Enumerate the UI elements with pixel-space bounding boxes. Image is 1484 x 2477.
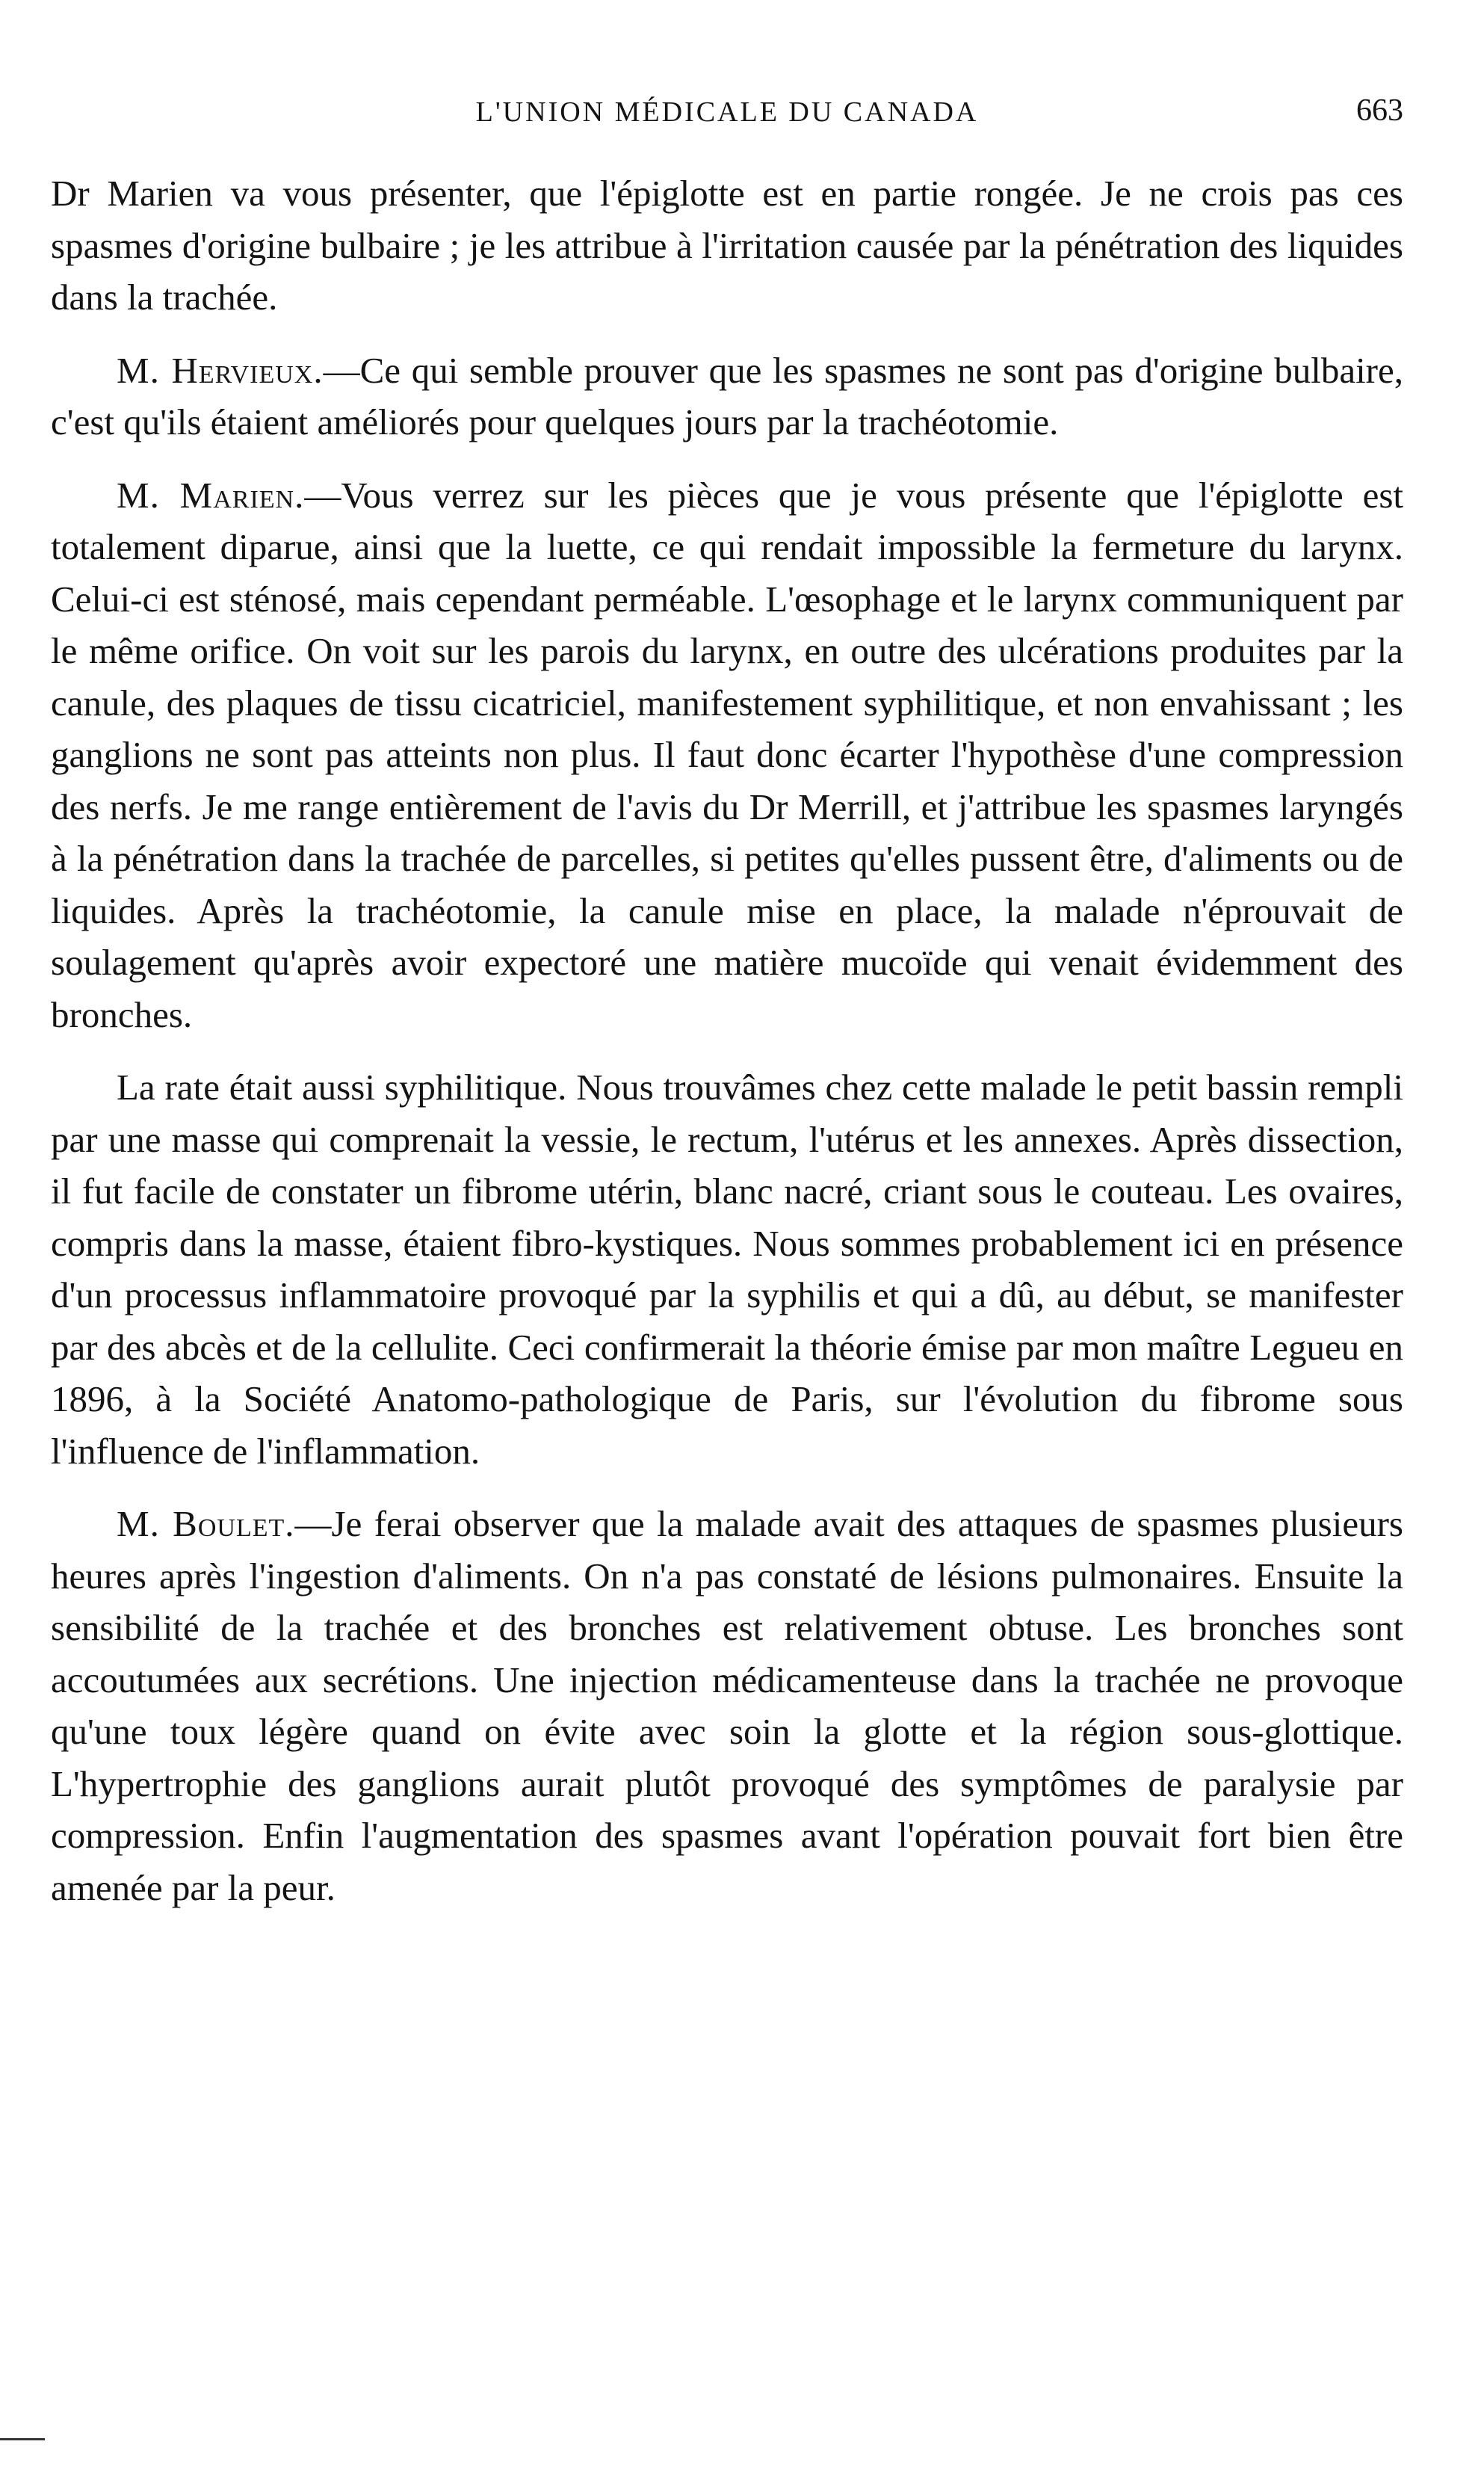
paragraph-2 (51, 345, 1403, 448)
paragraph-3 (51, 469, 1403, 1041)
paragraph-1 (51, 167, 1403, 324)
running-head (51, 90, 1403, 135)
paragraph-text: Dr Marien va vous présenter, que l'épiglotte est en partie rongée. Je ne crois pas ces spasmes d'origine bulbaire ; je les attribue à l'irritation causée par la pénétration des liquides dans la trachée. (51, 173, 1403, 318)
page (51, 90, 1403, 1934)
speaker-name: M. Boulet. (117, 1503, 295, 1544)
journal-title: L'UNION MÉDICALE DU CANADA (475, 96, 979, 128)
paragraph-5 (51, 1498, 1403, 1913)
paragraph-text: —Je ferai observer que la malade avait des attaques de spasmes plusieurs heures après l'ingestion d'aliments. On n'a pas constaté de lésions pulmonaires. Ensuite la sensibilité de la trachée et des bronches est relativement obtuse. Les bronches sont accoutumées aux secrétions. Une injection médicamenteuse dans la trachée ne provoque qu'une toux légère quand on évite avec soin la glotte et la région sous-glottique. L'hypertrophie des ganglions aurait plutôt provoqué des symptômes de paralysie par compression. Enfin l'augmentation des spasmes avant l'opération pouvait fort bien être amenée par la peur. (51, 1503, 1403, 1908)
page-number: 663 (1356, 93, 1403, 128)
speaker-name: M. Marien. (117, 474, 305, 516)
paragraph-text: La rate était aussi syphilitique. Nous trouvâmes chez cette malade le petit bassin rempli par une masse qui comprenait la vessie, le rectum, l'utérus et les annexes. Après dissection, il fut facile de constater un fibrome utérin, blanc nacré, criant sous le couteau. Les ovaires, compris dans la masse, étaient fibro-kystiques. Nous sommes probablement ici en présence d'un processus inflammatoire provoqué par la syphilis et qui a dû, au début, se manifester par des abcès et de la cellulite. Ceci confirmerait la théorie émise par mon maître Legueu en 1896, à la Société Anatomo-pathologique de Paris, sur l'évolution du fibrome sous l'influence de l'inflammation. (51, 1067, 1403, 1472)
paragraph-4 (51, 1061, 1403, 1477)
speaker-name: M. Hervieux. (117, 349, 324, 391)
paragraph-text: —Ce qui semble prouver que les spasmes ne sont pas d'origine bulbaire, c'est qu'ils étaient améliorés pour quelques jours par la trachéotomie. (51, 349, 1403, 442)
footer-rule (0, 2438, 45, 2440)
paragraph-text: —Vous verrez sur les pièces que je vous présente que l'épiglotte est totalement diparue, ainsi que la luette, ce qui rendait impossible la fermeture du larynx. Celui-ci est sténosé, mais cependant perméable. L'œsophage et le larynx communiquent par le même orifice. On voit sur les parois du larynx, en outre des ulcérations produites par la canule, des plaques de tissu cicatriciel, manifestement syphilitique, et non envahissant ; les ganglions ne sont pas atteints non plus. Il faut donc écarter l'hypothèse d'une compression des nerfs. Je me range entièrement de l'avis du Dr Merrill, et j'attribue les spasmes laryngés à la pénétration dans la trachée de parcelles, si petites qu'elles pussent être, d'aliments ou de liquides. Après la trachéotomie, la canule mise en place, la malade n'éprouvait de soulagement qu'après avoir expectoré une matière mucoïde qui venait évidemment des bronches. (51, 474, 1404, 1035)
